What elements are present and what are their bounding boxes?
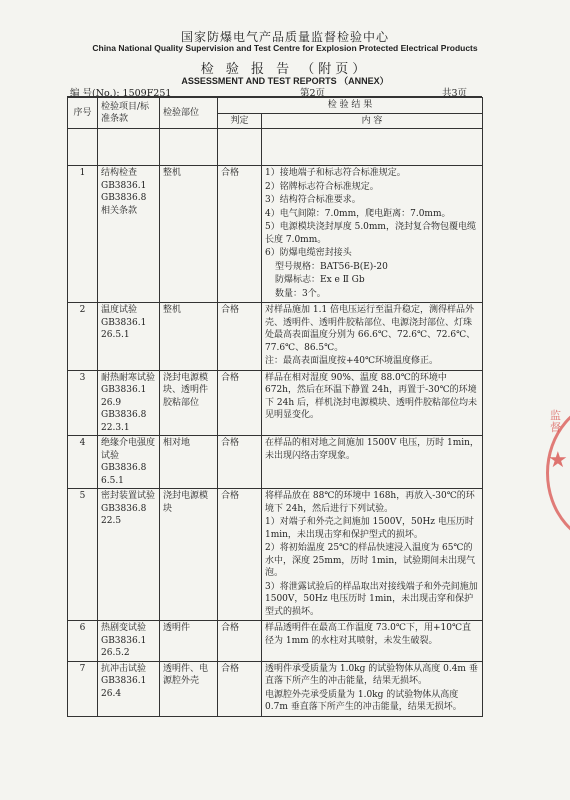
result-line: 电源腔外壳承受质量为 1.0kg 的试验物体从高度 0.7m 垂直落下所产生的冲击能量，结果无损坏。 [265,689,462,712]
table-row [68,303,483,371]
report-title-cn: 检 验 报 告 （附页） [200,62,370,77]
table-row [68,489,483,621]
row-judgement: 合格 [218,166,262,303]
row-item: 热剧变试验 GB3836.1 26.5.2 [98,621,160,662]
result-line: 数量：3个。 [275,288,326,299]
row-judgement: 合格 [218,436,262,489]
row-item: 温度试验 GB3836.1 26.5.1 [98,303,160,371]
row-content [262,489,483,621]
row-judgement: 合格 [218,303,262,371]
col-header-seq: 序号 [68,98,98,129]
row-number: 2 [68,303,98,371]
row-number: 3 [68,370,98,436]
row-number: 1 [68,166,98,303]
result-line: 对样品施加 1.1 倍电压运行至温升稳定，测得样品外壳、透明件、透明件胶粘部位、电源浇封部位、灯珠处最高表面温度分别为 66.6℃、72.6℃、72.6℃、77.6℃、86.5℃。 [265,305,476,353]
official-seal [540,400,570,550]
table-row [68,166,483,303]
row-item: 结构检查 GB3836.1 GB3836.8 相关条款 [98,166,160,303]
result-line: 5）电源模块浇封厚度 5.0mm，浇封复合物包覆电缆长度 7.0mm。 [265,222,476,245]
row-part: 整机 [160,166,218,303]
table-header-row [68,98,483,114]
col-header-item: 检验项目/标准条款 [98,98,160,129]
row-part: 透明件 [160,621,218,662]
result-line: 3）将泄露试验后的样品取出对接线端子和外壳间施加 1500V，50Hz 电压历时 1min，未出现击穿和保护型式的损坏。 [265,581,478,617]
seal-text: 监督 [550,409,561,434]
result-line: 防爆标志：Ex e Ⅱ Gb [275,275,365,285]
seal-star-icon: ★ [548,448,568,473]
row-content [262,661,483,716]
col-header-content: 内 容 [262,113,483,129]
table-row [68,661,483,716]
table-row [68,621,483,662]
row-item: 抗冲击试验 GB3836.1 26.4 [98,661,160,716]
report-serial: 编 号(No.): 1509F251 [70,88,172,99]
row-part: 相对地 [160,436,218,489]
row-item: 耐热耐寒试验 GB3836.1 26.9 GB3836.8 22.3.1 [98,370,160,436]
row-item: 绝缘介电强度试验 GB3836.8 6.5.1 [98,436,160,489]
table-row [68,370,483,436]
row-content [262,621,483,662]
result-line: 型号规格：BAT56-B(E)-20 [275,261,388,272]
row-part: 浇封电源模块 [160,489,218,621]
row-part: 整机 [160,303,218,371]
result-line: 6）防爆电缆密封接头 [265,248,352,258]
results-table [67,97,483,717]
result-line: 透明件承受质量为 1.0kg 的试验物体从高度 0.4m 垂直落下所产生的冲击能量，结果无损坏。 [265,663,478,686]
result-line: 注：最高表面温度按+40℃环境温度修正。 [265,356,439,366]
col-header-part: 检验部位 [160,98,218,129]
result-line: 3）结构符合标准要求。 [265,195,361,205]
row-judgement: 合格 [218,370,262,436]
org-name-cn: 国家防爆电气产品质量监督检验中心 [180,30,389,44]
col-header-judge: 判定 [218,113,262,129]
result-line: 样品透明件在最高工作温度 73.0℃下，用+10℃直径为 1mm 的水柱对其喷射，未发生破裂。 [265,623,472,646]
row-part: 浇封电源模块、透明件胶粘部位 [160,370,218,436]
result-line: 样品在相对湿度 90%、温度 88.0℃的环境中 672h，然后在环温下静置 24h，再置于-30℃的环境下 24h 后，样机浇封电源模块、透明件胶粘部位均未见明显变化。 [265,372,477,420]
blank-row [68,129,483,166]
table-row [68,436,483,489]
row-judgement: 合格 [218,489,262,621]
result-line: 1）对端子和外壳之间施加 1500V，50Hz 电压历时 1min，未出现击穿和保护型式的损坏。 [265,517,474,540]
row-number: 5 [68,489,98,621]
row-item: 密封装置试验 GB3836.8 22.5 [98,489,160,621]
result-line: 将样品放在 88℃的环境中 168h，再放入-30℃的环境下 24h，然后进行下列试验。 [265,491,475,514]
row-number: 6 [68,621,98,662]
result-line: 4）电气间隙：7.0mm，爬电距离：7.0mm。 [265,208,451,219]
page-total: 共3页 [442,88,468,99]
page-number: 第2页 [300,88,326,99]
row-content [262,166,483,303]
row-content [262,370,483,436]
org-name-en: China National Quality Supervision and Test Centre for Explosion Protected Electrical Products [92,43,478,53]
col-header-result: 检 验 结 果 [218,98,483,114]
row-judgement: 合格 [218,621,262,662]
row-content [262,436,483,489]
result-line: 在样品的相对地之间施加 1500V 电压，历时 1min，未出现闪络击穿现象。 [265,438,479,461]
row-part: 透明件、电源腔外壳 [160,661,218,716]
row-judgement: 合格 [218,661,262,716]
row-number: 7 [68,661,98,716]
report-title-en: ASSESSMENT AND TEST REPORTS （ANNEX） [181,76,389,86]
row-number: 4 [68,436,98,489]
result-line: 1）接地端子和标志符合标准规定。 [265,168,406,178]
row-content [262,303,483,371]
result-line: 2）将初始温度 25℃的样品快速浸入温度为 65℃的水中，深度 25mm，历时 1min，试验期间未出现气泡。 [265,543,476,578]
result-line: 2）铭牌标志符合标准规定。 [265,181,379,192]
